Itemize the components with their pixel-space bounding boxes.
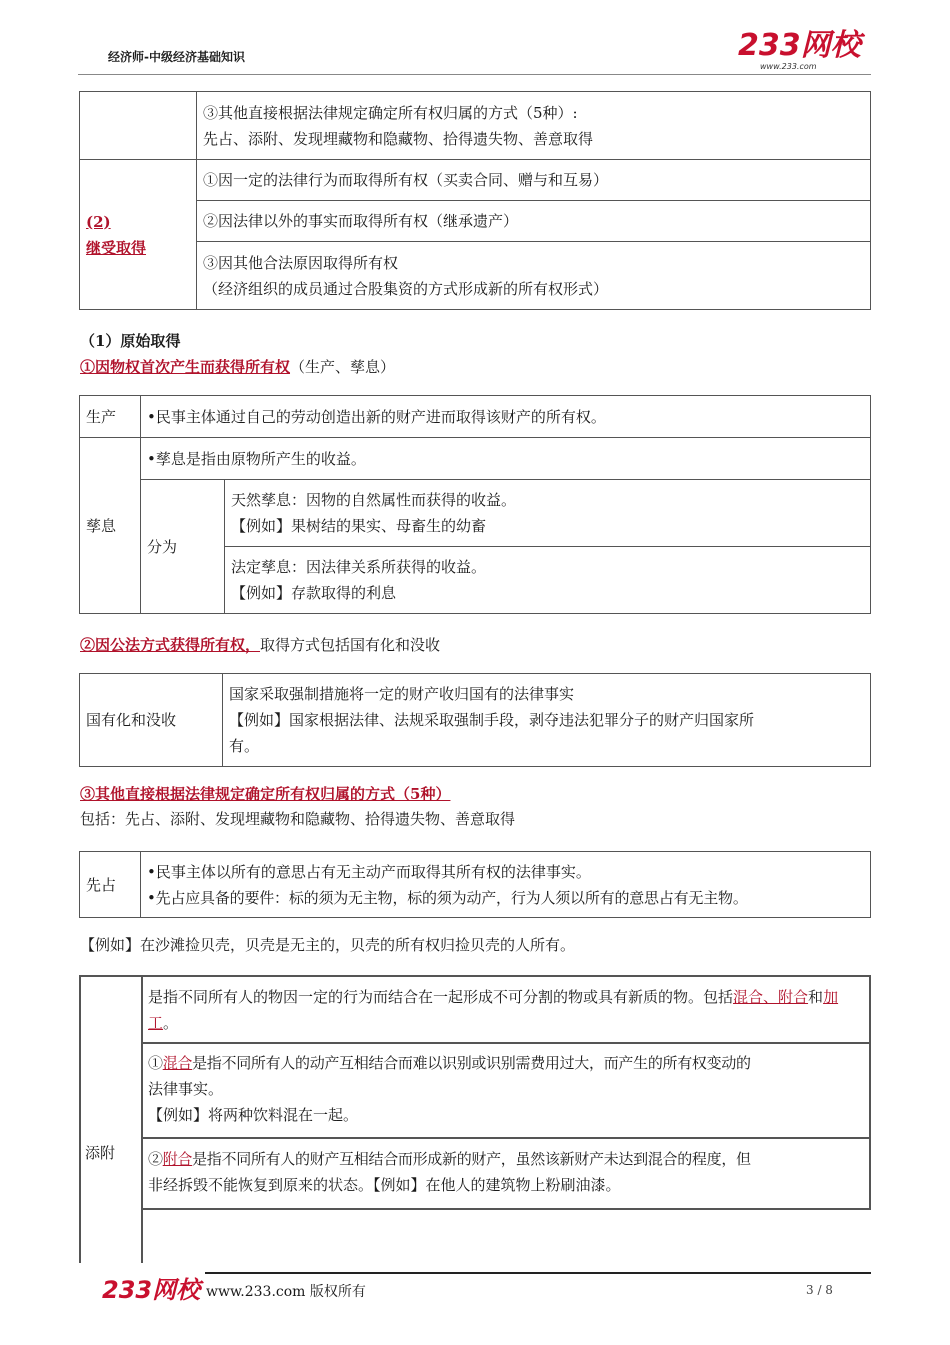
logo-url: www.233.com xyxy=(760,62,817,71)
legal-fruit-definition: 法定孳息：因法律关系所获得的收益。 xyxy=(231,558,487,576)
nationalization-line3: 有。 xyxy=(229,737,260,755)
subheading-public-law-rest: 取得方式包括国有化和没收 xyxy=(260,636,441,654)
derived-row-3 xyxy=(197,242,871,310)
fruit-definition: •孳息是指由原物所产生的收益。 xyxy=(141,438,871,480)
derived-row-3-line1: ③因其他合法原因取得所有权 xyxy=(203,253,399,272)
natural-fruit-cell xyxy=(225,480,871,547)
footer-logo-text: 网校 xyxy=(152,1276,201,1304)
mixing-example: 【例如】将两种饮料混在一起。 xyxy=(148,1106,359,1124)
occupation-label: 先占 xyxy=(80,852,141,918)
accession-table xyxy=(79,975,871,1263)
page-number: 3 / 8 xyxy=(806,1283,833,1297)
accession-label: 添附 xyxy=(85,1144,116,1162)
legal-fruit-cell xyxy=(225,547,871,614)
definition-and: 和 xyxy=(808,988,824,1006)
footer-copyright: www.233.com 版权所有 xyxy=(206,1284,366,1300)
natural-fruit-definition: 天然孳息：因物的自然属性而获得的收益。 xyxy=(231,491,517,509)
mixing-line1: 是指不同所有人的动产互相结合而难以识别或识别需费用过大，而产生的所有权变动的 xyxy=(192,1054,751,1072)
attachment-line1: 是指不同所有人的财产互相结合而形成新的财产，虽然该新财产未达到混合的程度，但 xyxy=(192,1150,751,1168)
footer-logo xyxy=(102,1276,200,1304)
attachment-term: 附合 xyxy=(162,1150,193,1168)
occupation-line2: •先占应具备的要件：标的须为无主物，标的须为动产，行为人须以所有的意思占有无主物。 xyxy=(147,888,748,907)
derived-row-1: ①因一定的法律行为而取得所有权（买卖合同、赠与和互易） xyxy=(197,160,871,201)
occupation-line1: •民事主体以所有的意思占有无主动产而取得其所有权的法律事实。 xyxy=(147,862,591,881)
subheading-statutory: ③其他直接根据法律规定确定所有权归属的方式（5种） xyxy=(80,785,451,803)
subheading-public-law xyxy=(80,632,440,658)
production-label: 生产 xyxy=(80,396,141,438)
mixing-prefix: ① xyxy=(148,1054,163,1072)
nationalization-line1: 国家采取强制措施将一定的财产收归国有的法律事实 xyxy=(229,685,575,703)
occupation-text xyxy=(141,852,871,918)
statutory-includes: 包括：先占、添附、发现埋藏物和隐藏物、拾得遗失物、善意取得 xyxy=(80,810,516,828)
production-text: •民事主体通过自己的劳动创造出新的财产进而取得该财产的所有权。 xyxy=(141,396,871,438)
term-mixing-part1: 混 xyxy=(733,988,749,1006)
natural-fruit-example: 【例如】果树结的果实、母畜生的幼畜 xyxy=(231,517,487,535)
nationalization-table xyxy=(79,673,871,767)
subheading-first-creation xyxy=(80,354,395,380)
site-logo xyxy=(738,30,861,62)
production-fruit-table xyxy=(79,395,871,614)
acquisition-methods-table xyxy=(79,91,871,310)
derived-acquisition-label xyxy=(80,160,197,310)
term-processing: 加工 xyxy=(148,988,839,1032)
accession-definition xyxy=(148,984,864,1036)
footer-rule xyxy=(205,1272,871,1274)
other-methods-cell xyxy=(197,92,871,160)
nationalization-label: 国有化和没收 xyxy=(80,674,223,767)
derived-row-3-line2: （经济组织的成员通过合股集资的方式形成新的所有权形式） xyxy=(203,279,609,298)
other-methods-line2: 先占、添附、发现埋藏物和隐藏物、拾得遗失物、善意取得 xyxy=(203,129,594,148)
derived-label-text: 继受取得 xyxy=(86,238,147,257)
term-mixing-attach: 合、附合 xyxy=(748,988,809,1006)
mixing-cell xyxy=(148,1050,866,1128)
section-heading-original: （1）原始取得 xyxy=(80,332,181,350)
subheading-public-law-title: ②因公法方式获得所有权， xyxy=(80,636,261,654)
attachment-line2: 非经拆毁不能恢复到原来的状态。【例如】在他人的建筑物上粉刷油漆。 xyxy=(148,1176,621,1194)
occupation-example: 【例如】在沙滩捡贝壳，贝壳是无主的，贝壳的所有权归捡贝壳的人所有。 xyxy=(80,936,576,954)
document-title: 经济师-中级经济基础知识 xyxy=(108,50,245,64)
logo-text: 网校 xyxy=(800,28,861,63)
empty-cell xyxy=(80,92,197,160)
occupation-table xyxy=(79,851,871,918)
derived-row-2: ②因法律以外的事实而取得所有权（继承遗产） xyxy=(197,201,871,242)
mixing-line2: 法律事实。 xyxy=(148,1080,224,1098)
header-rule xyxy=(78,74,871,75)
footer-logo-number: 233 xyxy=(102,1276,153,1304)
attachment-cell xyxy=(148,1146,866,1198)
legal-fruit-example: 【例如】存款取得的利息 xyxy=(231,584,397,602)
nationalization-text xyxy=(223,674,871,767)
subheading-first-creation-title: ①因物权首次产生而获得所有权 xyxy=(80,358,291,376)
other-methods-line1: ③其他直接根据法律规定确定所有权归属的方式（5种）: xyxy=(203,103,578,122)
fruit-label: 孳息 xyxy=(80,438,141,614)
subheading-first-creation-note: （生产、孳息） xyxy=(290,358,396,376)
definition-end: 。 xyxy=(163,1014,179,1032)
logo-number: 233 xyxy=(738,28,801,63)
attachment-prefix: ② xyxy=(148,1150,163,1168)
mixing-term: 混合 xyxy=(162,1054,193,1072)
derived-label-number: (2) xyxy=(86,212,111,231)
split-label: 分为 xyxy=(141,480,225,614)
nationalization-line2: 【例如】国家根据法律、法规采取强制手段，剥夺违法犯罪分子的财产归国家所 xyxy=(229,711,755,729)
accession-definition-text: 是指不同所有人的物因一定的行为而结合在一起形成不可分割的物或具有新质的物。包括 xyxy=(148,988,734,1006)
